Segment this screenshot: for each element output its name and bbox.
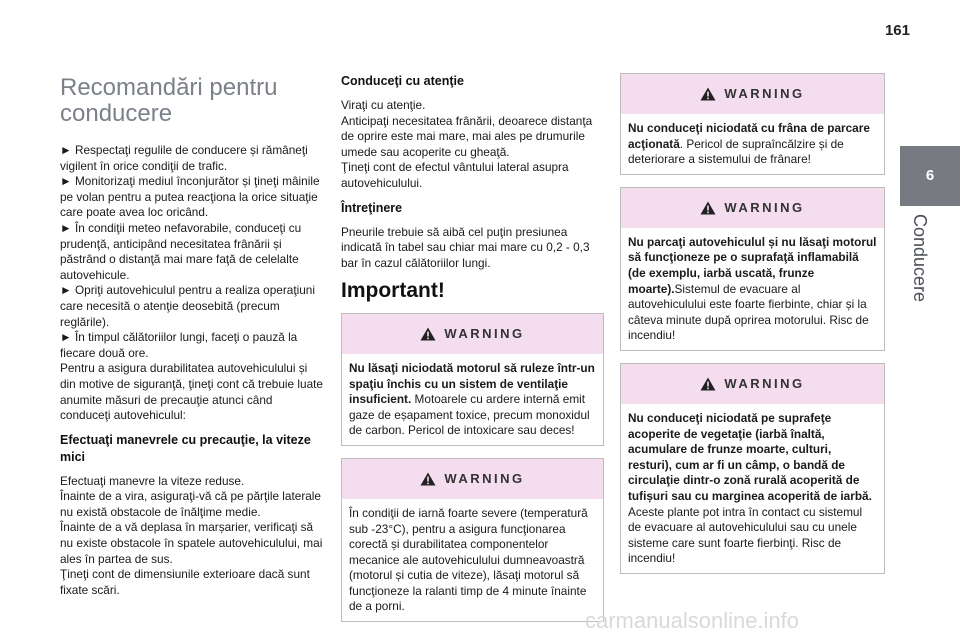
warning-triangle-icon [420,472,436,486]
warning-label: WARNING [724,376,805,392]
warning-bold: Nu parcaţi autovehiculul și nu lăsaţi motorul să funcţioneze pe o suprafaţă inflamabilă (de exemplu, iarbă uscată, frunze moarte). [628,234,877,296]
body-line: Viraţi cu atenţie. [341,98,426,112]
warning-text: . Pericol de supraîncălzire și de deteriorare a sistemului de frânare! [628,136,844,167]
warning-body [342,499,603,621]
warning-label: WARNING [724,86,805,102]
warning-triangle-icon [700,87,716,101]
body-line: Ţineţi cont de dimensiunile exterioare dacă sunt fixate scări. [60,567,310,597]
body-line: Efectuaţi manevre la viteze reduse. [60,473,245,488]
warning-body [621,228,884,350]
body-line: Înainte de a vă deplasa în marșarier, verificaţi să nu existe obstacole în spatele autovehiculului, mai ales în partea de sus. [60,520,323,566]
column-1 [60,73,326,598]
column-3 [620,73,885,586]
warning-header [621,364,884,404]
body-line: Anticipaţi necesitatea frânării, deoarece distanţa de oprire este mai mare, mai ales pe drumurile umede sau acoperite cu gheaţă. [341,113,593,159]
intro-line: ► Respectaţi regulile de conducere și rămâneţi vigilent în orice condiţii de trafic. [60,143,308,173]
body-line: Ţineţi cont de efectul vântului lateral asupra autovehiculului. [341,160,569,190]
warning-box [620,187,885,351]
warning-triangle-icon [420,327,436,341]
warning-body [342,354,603,445]
column-2 [341,73,604,634]
atentie-text [341,98,604,192]
intro-line: ► În condiţii meteo nefavorabile, conduceţi cu prudenţă, anticipând necesitatea frânării și păstrând o distanţă mai mare faţă de celelalte autovehicule. [60,220,302,282]
page-number: 161 [884,22,910,39]
warning-body [621,114,884,174]
subheading-intretinere: Întreţinere [341,200,403,215]
warning-bold: Nu lăsaţi niciodată motorul să ruleze într-un spaţiu închis cu un sistem de ventilaţie insuficient. [349,360,595,407]
warning-bold: Nu conduceţi niciodată cu frâna de parcare acţionată [628,121,870,151]
warning-box [620,363,885,574]
warning-label: WARNING [724,199,805,215]
warning-text: În condiţii de iarnă foarte severe (temperatură sub -23°C), pentru a asigura funcţionarea corectă și durabilitatea componentelor mecanice ale autovehiculului dumneavoastră (motorul și cutia de viteze), lăsaţi motorul să funcţioneze la ralanti timp de 4 minute înainte de a porni. [349,505,588,614]
intro-line: ► Opriţi autovehiculul pentru a realiza operaţiuni care necesită o atenţie deosebită (precum reglările). [60,283,315,329]
intro-line: Pentru a asigura durabilitatea autovehiculului și din motive de siguranţă, ţineţi cont că trebuie luate anumite măsuri de precauţie atunci când conduceţi autovehiculul: [60,361,323,423]
warning-header [342,459,603,499]
warning-header [621,188,884,228]
watermark: carmanualsonline.info [585,608,800,633]
manevre-text [60,474,326,599]
warning-box [341,458,604,622]
warning-text: Sistemul de evacuare al autovehiculului este foarte fierbinte, chiar și la câteva minute după oprirea motorului. Risc de incendiu! [628,281,869,343]
warning-text: Aceste plante pot intra în contact cu sistemul de evacuare al autovehiculului sau cu unele sisteme care sunt foarte fierbinţi. Risc de incendiu! [628,504,863,566]
warning-box [341,313,604,446]
warning-header [342,314,603,354]
important-heading: Important! [341,279,445,303]
intro-line: ► Monitorizaţi mediul înconjurător și ţineţi mâinile pe volan pentru a putea reacţiona la orice situaţie care poate avea loc oricând. [60,174,320,220]
warning-header [621,74,884,114]
subheading-atentie: Conduceţi cu atenţie [341,74,464,88]
subheading-manevre: Efectuaţi manevrele cu precauţie, la viteze mici [60,432,311,464]
intretinere-text: Pneurile trebuie să aibă cel puţin presiunea indicată în tabel sau chiar mai mare cu 0,2 - 0,3 bar în cazul călătoriilor lungi. [341,224,590,270]
body-line: Înainte de a vira, asiguraţi-vă că pe părţile laterale nu există obstacole de înălţime medie. [60,489,321,519]
warning-label: WARNING [444,471,525,487]
section-title: Recomandări pentru conducere [60,74,278,127]
intro-line: ► În timpul călătoriilor lungi, faceţi o pauză la fiecare două ore. [60,330,298,360]
chapter-tab[interactable]: 6 [900,146,960,206]
warning-text: Motoarele cu ardere internă emit gaze de eșapament toxice, precum monoxidul de carbon. Pericol de intoxicare sau deces! [349,392,590,438]
warning-body [621,404,884,573]
warning-box [620,73,885,175]
chapter-title: Conducere [910,214,930,303]
warning-triangle-icon [700,377,716,391]
warning-label: WARNING [444,326,525,342]
warning-bold: Nu conduceţi niciodată pe suprafeţe acoperite de vegetaţie (iarbă înaltă, acumulare de frunze moarte, culturi, resturi), cum ar fi un câmp, o bandă de circulaţie dintr-o zonă rurală acoperită de tufișuri sau cu marginea acoperită de iarbă. [628,410,872,503]
intro-text [60,143,326,424]
warning-triangle-icon [700,201,716,215]
